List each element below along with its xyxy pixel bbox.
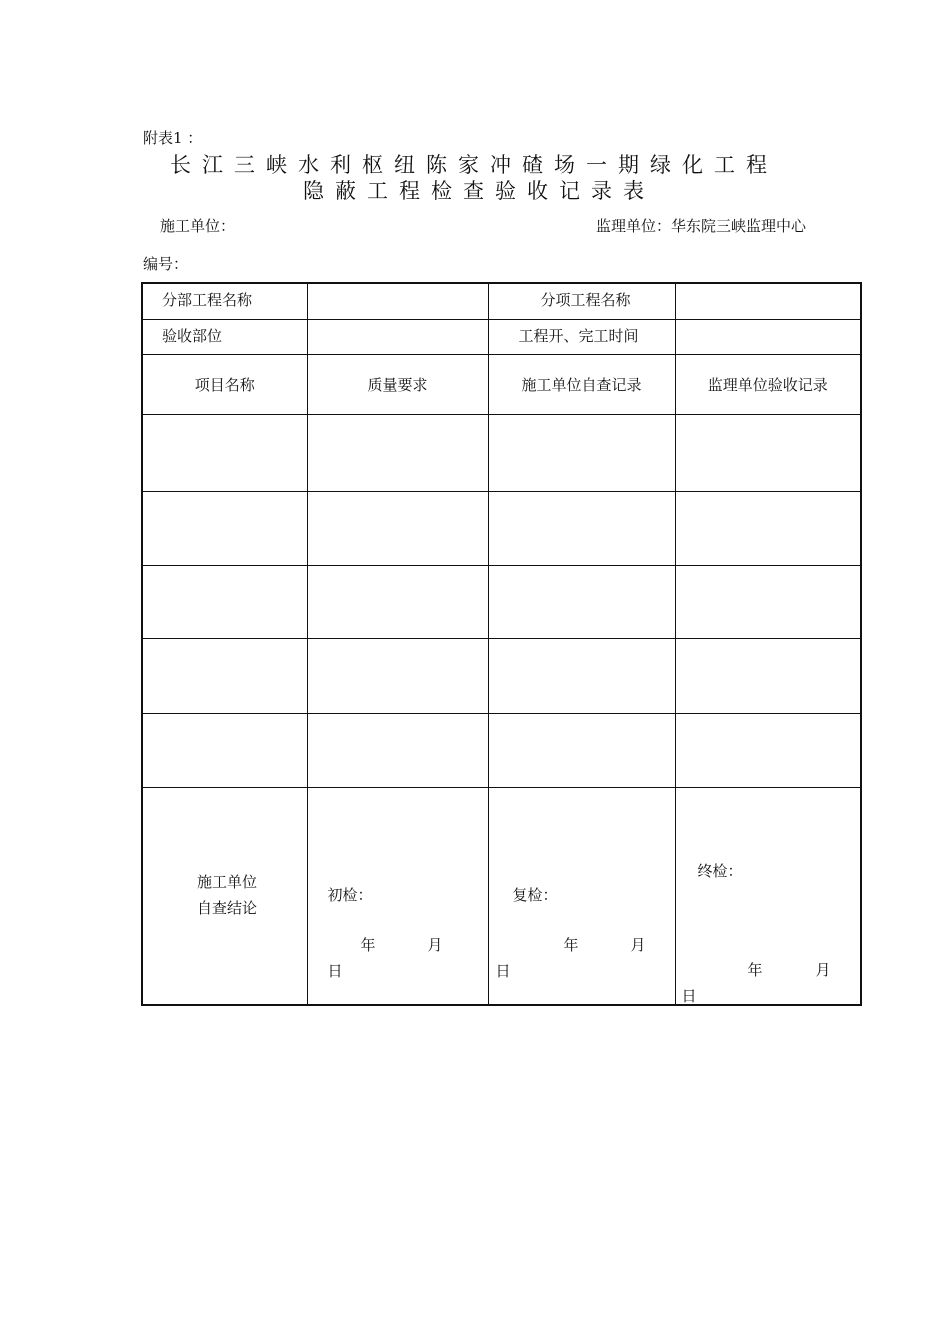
recheck-cell[interactable] <box>488 787 675 1005</box>
table-cell[interactable] <box>142 639 307 713</box>
conclusion-label-line-1: 施工单位 <box>197 872 258 891</box>
conclusion-label-line-2: 自查结论 <box>197 898 258 917</box>
table-row <box>142 319 861 354</box>
acceptance-part-label-cell <box>142 319 307 354</box>
contractor-label: 施工单位： <box>160 217 236 235</box>
table-cell[interactable] <box>142 414 307 491</box>
conclusion-label-cell <box>142 787 307 1005</box>
table-cell[interactable] <box>675 492 861 566</box>
first-check-cell[interactable] <box>307 787 488 1005</box>
month-label: 月 <box>815 960 831 979</box>
table-cell[interactable] <box>675 639 861 713</box>
month-label: 月 <box>630 935 646 954</box>
final-check-label: 终检： <box>697 861 743 880</box>
division-label: 分部工程名称 <box>162 291 253 309</box>
first-check-label: 初检： <box>327 885 373 904</box>
table-cell[interactable] <box>307 492 488 566</box>
table-cell[interactable] <box>488 713 675 787</box>
day-label: 日 <box>681 986 697 1005</box>
column-header: 施工单位自查记录 <box>488 354 675 414</box>
annex-label: 附表1 ： <box>143 129 203 147</box>
year-label: 年 <box>747 960 763 979</box>
table-cell[interactable] <box>307 566 488 639</box>
table-cell[interactable] <box>307 639 488 713</box>
table-row <box>142 639 861 713</box>
day-label: 日 <box>495 961 511 980</box>
table-row <box>142 492 861 566</box>
recheck-label: 复检： <box>512 885 558 904</box>
start-end-label: 工程开、完工时间 <box>518 326 639 345</box>
table-cell[interactable] <box>142 713 307 787</box>
number-label: 编号： <box>143 255 189 273</box>
table-cell[interactable] <box>488 492 675 566</box>
table-cell[interactable] <box>307 713 488 787</box>
table-cell[interactable] <box>488 566 675 639</box>
table-cell[interactable] <box>142 566 307 639</box>
subitem-value-cell[interactable] <box>675 283 861 319</box>
table-cell[interactable] <box>142 492 307 566</box>
table-cell[interactable] <box>488 639 675 713</box>
division-label-cell <box>142 283 307 319</box>
table-cell[interactable] <box>307 414 488 491</box>
table-cell[interactable] <box>675 566 861 639</box>
subitem-label-cell <box>488 283 675 319</box>
table-row <box>142 566 861 639</box>
table-header-row <box>142 354 861 414</box>
table-row <box>142 283 861 319</box>
acceptance-part-value-cell[interactable] <box>307 319 488 354</box>
title-line-1: 长江三峡水利枢纽陈家冲碴场一期绿化工程 <box>170 153 778 177</box>
final-check-cell[interactable] <box>675 787 861 1005</box>
subitem-label: 分项工程名称 <box>540 291 631 309</box>
table-row <box>142 713 861 787</box>
table-cell[interactable] <box>675 713 861 787</box>
conclusion-row <box>142 787 861 1005</box>
start-end-label-cell <box>488 319 675 354</box>
supervisor-label: 监理单位：华东院三峡监理中心 <box>596 217 807 235</box>
column-header: 项目名称 <box>142 354 307 414</box>
division-value-cell[interactable] <box>307 283 488 319</box>
title-line-2: 隐蔽工程检查验收记录表 <box>303 179 655 203</box>
table-cell[interactable] <box>488 414 675 491</box>
column-header: 质量要求 <box>307 354 488 414</box>
year-label: 年 <box>360 935 376 954</box>
year-label: 年 <box>563 935 579 954</box>
month-label: 月 <box>427 935 443 954</box>
day-label: 日 <box>327 961 343 980</box>
acceptance-part-label: 验收部位 <box>162 326 223 345</box>
column-header: 监理单位验收记录 <box>675 354 861 414</box>
table-row <box>142 414 861 491</box>
start-end-value-cell[interactable] <box>675 319 861 354</box>
inspection-form-table <box>141 282 862 1006</box>
table-cell[interactable] <box>675 414 861 491</box>
